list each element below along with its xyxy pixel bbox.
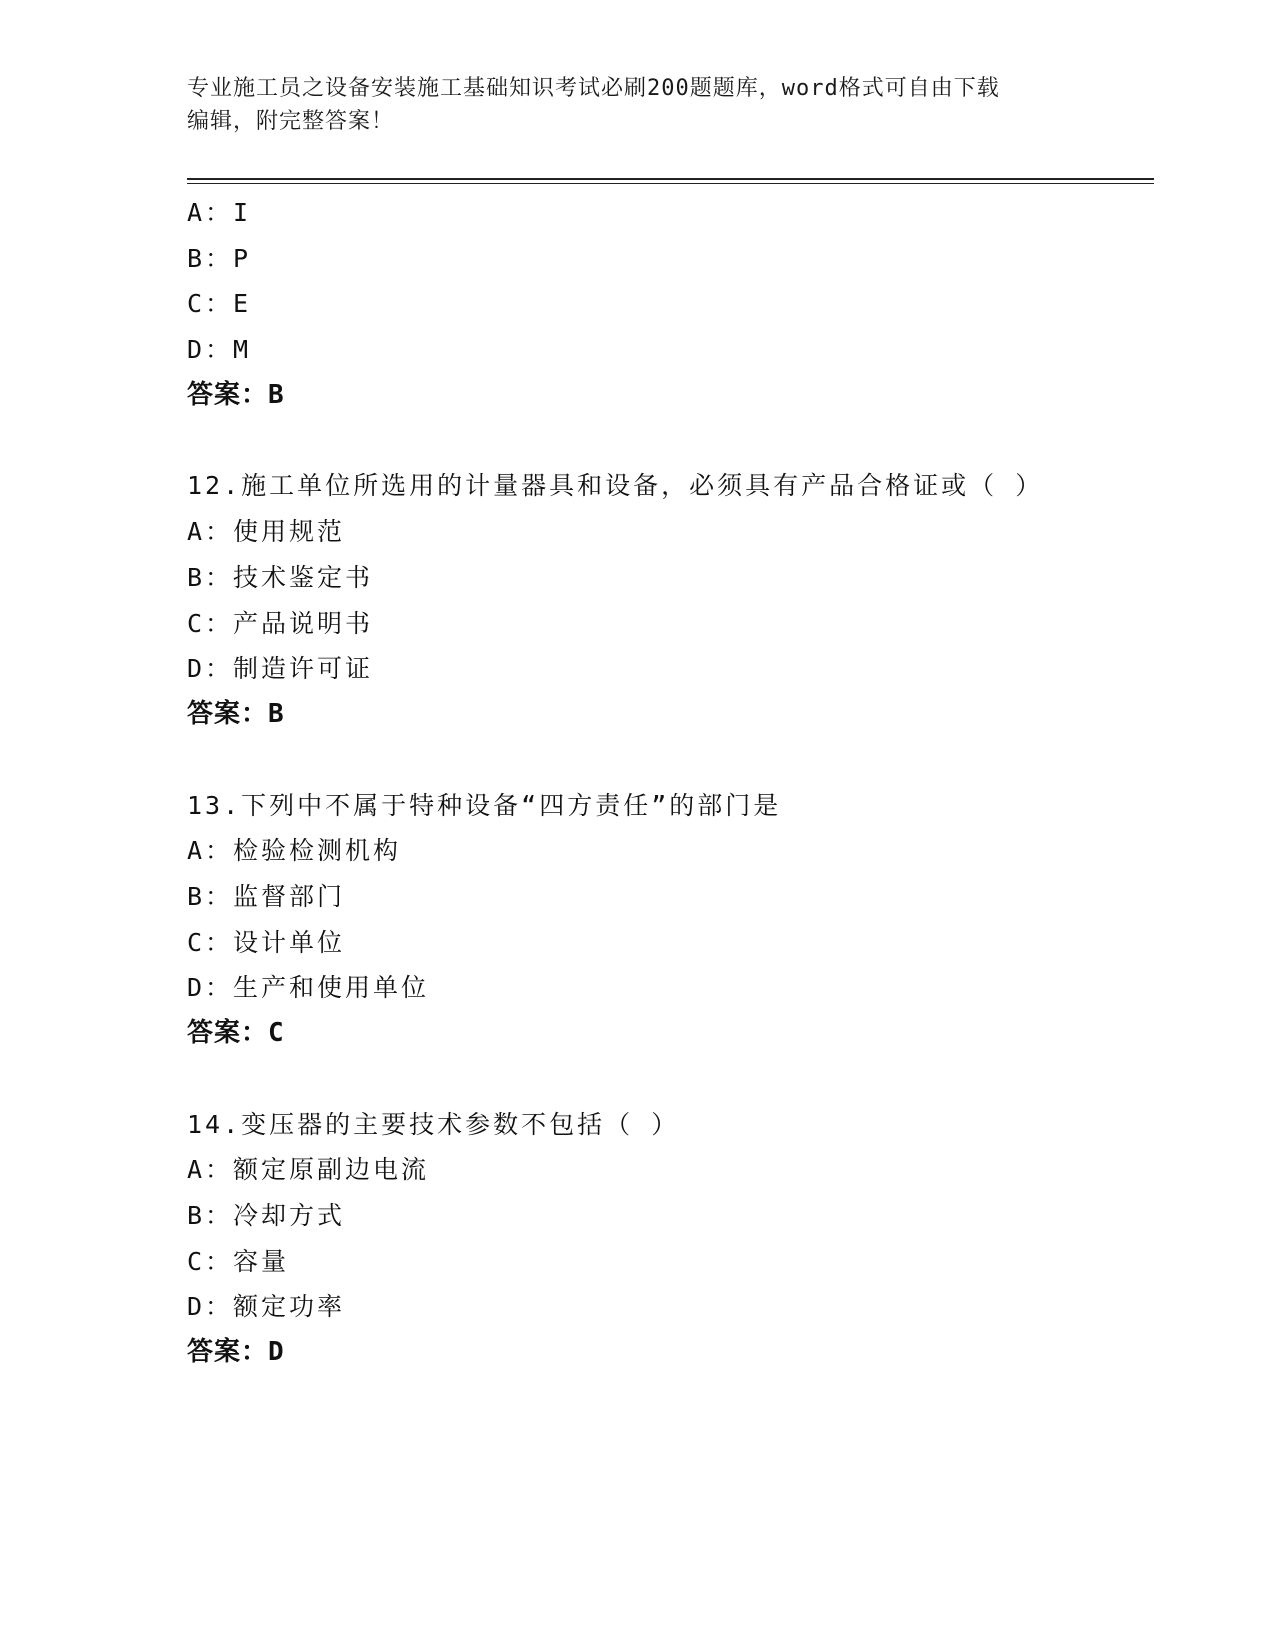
header-divider-thick (187, 178, 1154, 180)
option-b: B：P (187, 243, 252, 273)
option-b: B：冷却方式 (187, 1201, 346, 1231)
option-c: C：产品说明书 (187, 608, 374, 638)
option-a: A：使用规范 (187, 517, 346, 547)
option-d: D：生产和使用单位 (187, 973, 430, 1003)
option-a: A：I (187, 198, 252, 227)
option-c: C：E (187, 289, 252, 319)
question-11-block (187, 190, 1147, 418)
question-12-block (187, 463, 1147, 737)
option-c: C：设计单位 (187, 927, 346, 957)
option-d: D：额定功率 (187, 1292, 346, 1322)
option-b: B：技术鉴定书 (187, 562, 374, 592)
header-divider-thin (187, 183, 1154, 184)
header-title-line2: 编辑，附完整答案！ (187, 109, 395, 134)
question-13-block (187, 783, 1147, 1057)
question-text: 12.施工单位所选用的计量器具和设备，必须具有产品合格证或（ ） (187, 471, 1044, 501)
option-d: D：制造许可证 (187, 654, 374, 684)
option-a: A：额定原副边电流 (187, 1155, 430, 1185)
option-c: C：容量 (187, 1246, 290, 1276)
option-d: D：M (187, 335, 252, 365)
answer-line: 答案：D (187, 1337, 285, 1368)
question-list (187, 190, 1147, 1376)
option-b: B：监督部门 (187, 881, 346, 911)
answer-line: 答案：C (187, 1018, 285, 1048)
question-14-block (187, 1102, 1147, 1376)
document-header (187, 72, 1087, 138)
header-title-line1: 专业施工员之设备安装施工基础知识考试必刷200题题库，word格式可自由下载 (187, 76, 1000, 101)
question-text: 14.变压器的主要技术参数不包括（ ） (187, 1109, 680, 1139)
answer-line: 答案：B (187, 698, 285, 729)
question-text: 13.下列中不属于特种设备“四方责任”的部门是 (187, 790, 782, 820)
answer-line: 答案：B (187, 379, 285, 410)
option-a: A：检验检测机构 (187, 836, 402, 866)
